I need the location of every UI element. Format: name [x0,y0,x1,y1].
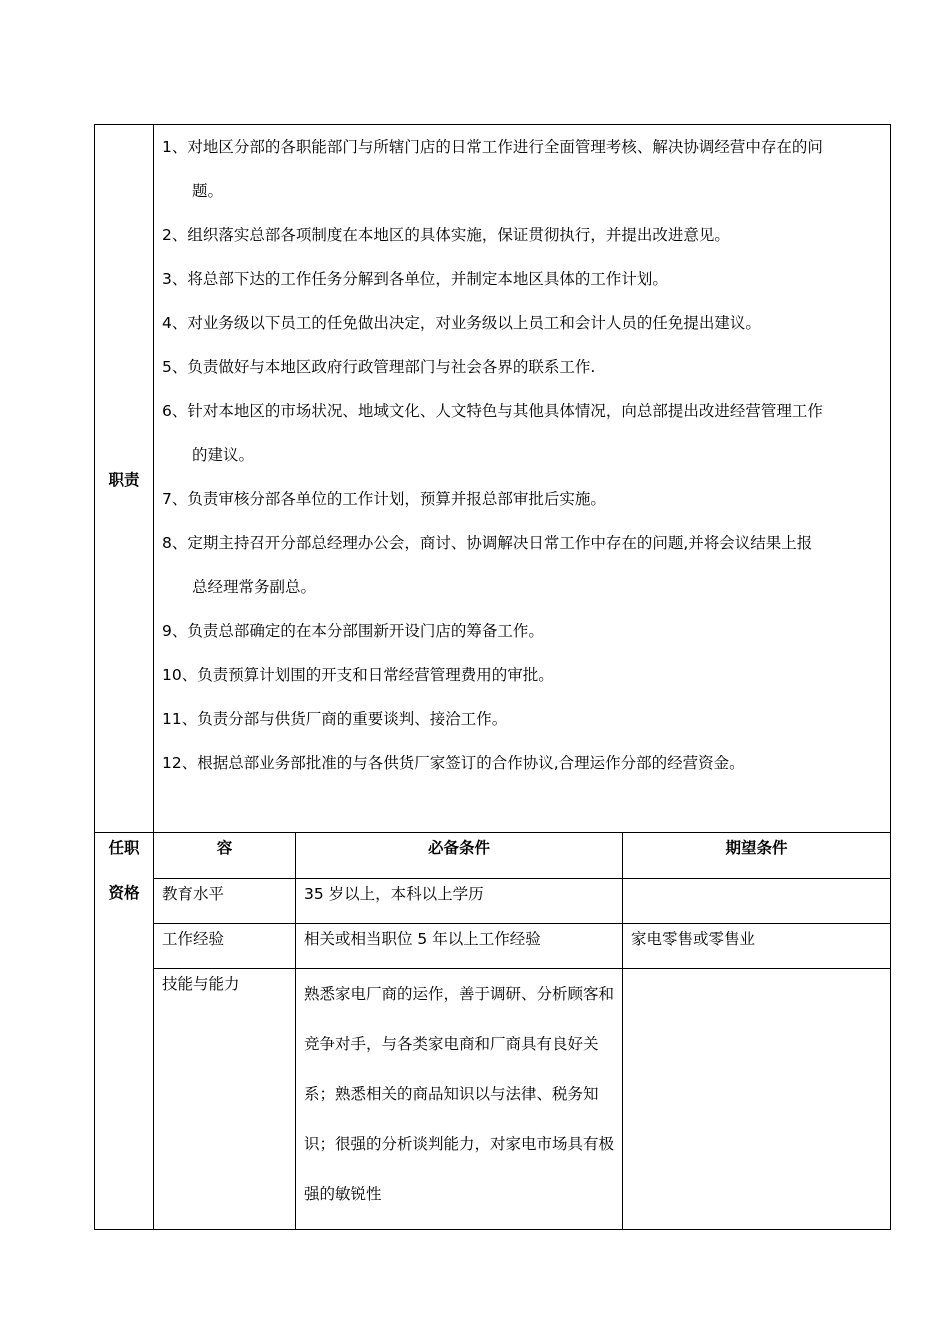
row-item-education: 教育水平 [154,879,296,924]
duty-item [162,697,882,741]
header-required: 必备条件 [296,833,623,879]
duty-text: 7、负责审核分部各单位的工作计划，预算并报总部审批后实施。 [162,490,606,508]
row-item-skills: 技能与能力 [154,969,296,1230]
qualifications-label-line2: 资格 [108,884,140,902]
duty-text: 4、对业务级以下员工的任免做出决定，对业务级以上员工和会计人员的任免提出建议。 [162,314,761,332]
duty-text: 11、负责分部与供货厂商的重要谈判、接洽工作。 [162,710,508,728]
duty-text: 10、负责预算计划围的开支和日常经营管理费用的审批。 [162,666,554,684]
duty-item [162,345,882,389]
header-expected: 期望条件 [623,833,891,879]
duty-item [162,125,882,213]
duty-item [162,257,882,301]
duty-text: 2、组织落实总部各项制度在本地区的具体实施，保证贯彻执行，并提出改进意见。 [162,226,730,244]
qualifications-label-line1: 任职 [108,839,140,857]
row-expected-education [623,879,891,924]
duty-item [162,477,882,521]
duties-container [162,125,882,785]
duties-list [154,125,891,833]
duty-item [162,213,882,257]
duty-item [162,389,882,477]
duty-text-continuation: 的建议。 [192,446,255,464]
row-required-education: 35 岁以上，本科以上学历 [296,879,623,924]
duty-text: 3、将总部下达的工作任务分解到各单位，并制定本地区具体的工作计划。 [162,270,668,288]
duty-text-continuation: 总经理常务副总。 [192,578,317,596]
qualifications-label [95,833,154,1230]
duty-text: 5、负责做好与本地区政府行政管理部门与社会各界的联系工作. [162,358,596,376]
duty-text: 1、对地区分部的各职能部门与所辖门店的日常工作进行全面管理考核、解决协调经营中存在的问 [162,138,823,156]
row-required-skills: 熟悉家电厂商的运作，善于调研、分析顾客和竞争对手，与各类家电商和厂商具有良好关系；熟悉相关的商品知识以与法律、税务知识；很强的分析谈判能力，对家电市场具有极强的敏锐性 [296,969,623,1230]
duty-text: 6、针对本地区的市场状况、地域文化、人文特色与其他具体情况，向总部提出改进经营管理工作 [162,402,823,420]
qualifications-header-row [95,833,891,879]
row-expected-experience: 家电零售或零售业 [623,924,891,969]
table-row [95,924,891,969]
duties-label: 职责 [95,125,154,833]
duties-row [95,125,891,833]
table-row [95,969,891,1230]
duty-item [162,741,882,785]
duty-text: 8、定期主持召开分部总经理办公会，商讨、协调解决日常工作中存在的问题,并将会议结果上报 [162,534,813,552]
row-required-experience: 相关或相当职位 5 年以上工作经验 [296,924,623,969]
duty-item [162,301,882,345]
header-content: 容 [154,833,296,879]
job-description-table [94,124,891,1230]
duty-item [162,653,882,697]
duty-text-continuation: 题。 [192,182,224,200]
row-item-experience: 工作经验 [154,924,296,969]
row-expected-skills [623,969,891,1230]
duty-item [162,521,882,609]
duty-text: 9、负责总部确定的在本分部围新开设门店的筹备工作。 [162,622,544,640]
duty-item [162,609,882,653]
table-row [95,879,891,924]
duty-text: 12、根据总部业务部批准的与各供货厂家签订的合作协议,合理运作分部的经营资金。 [162,754,745,772]
